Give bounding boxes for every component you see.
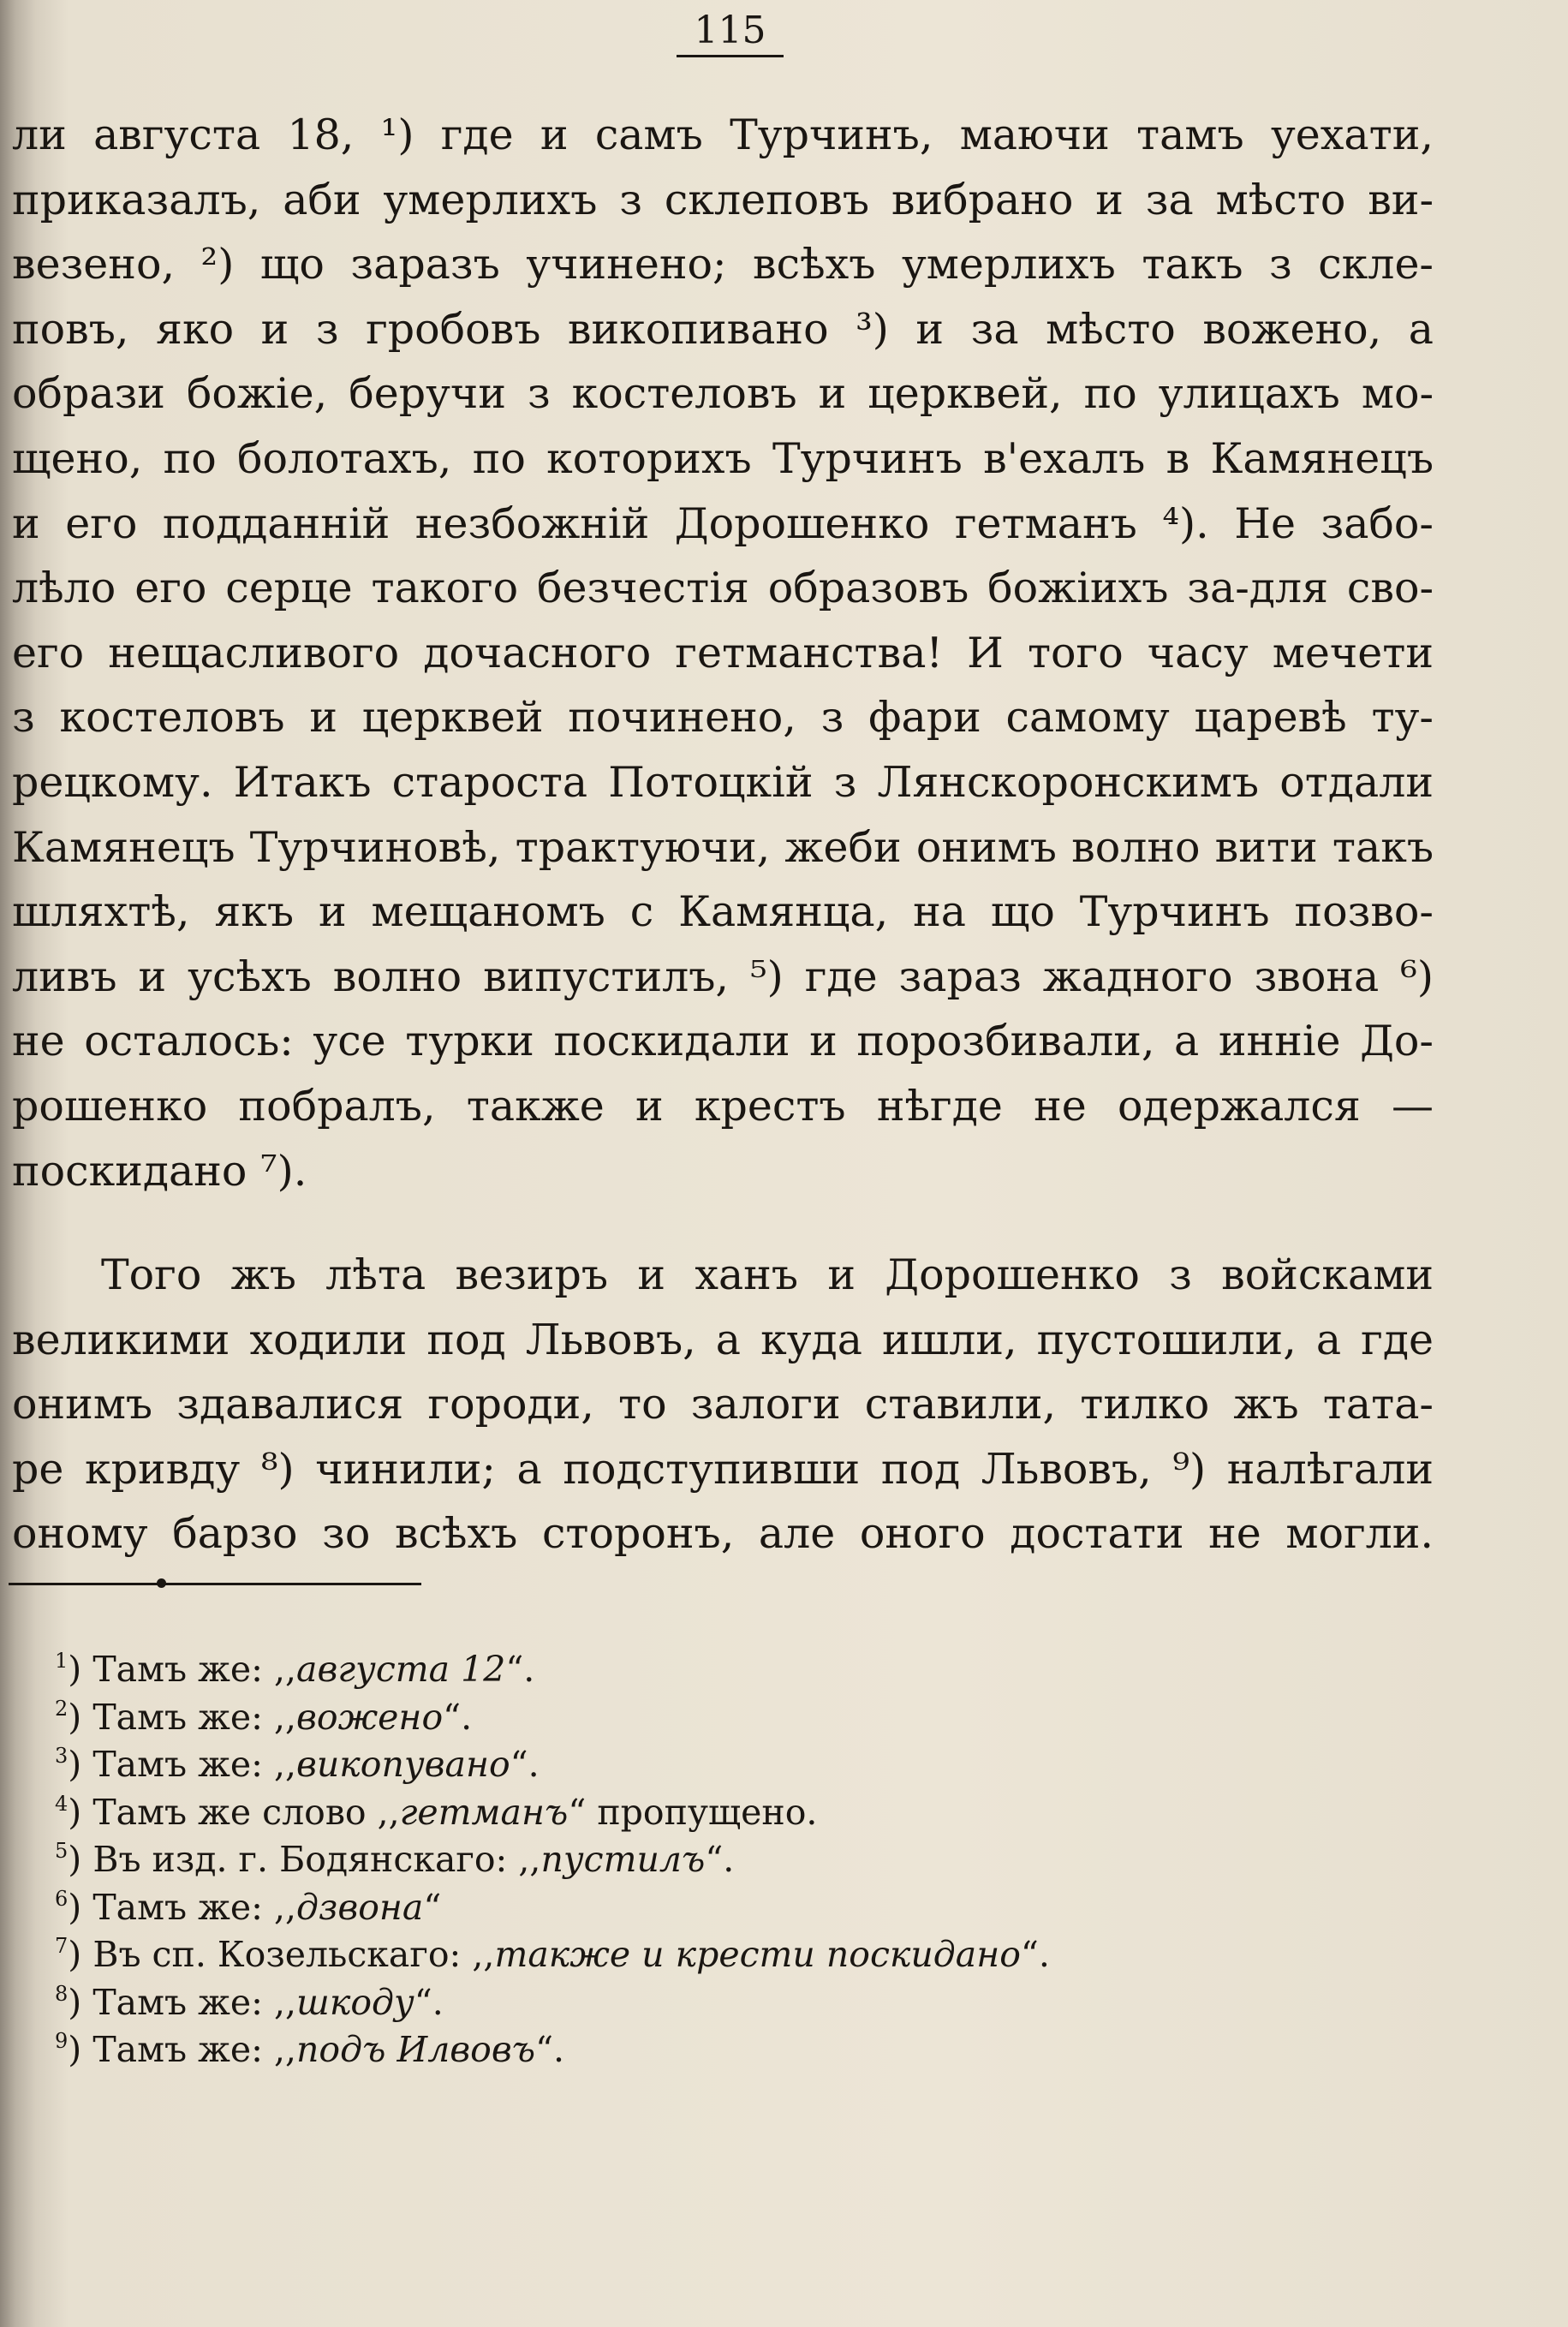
footnote-variant: подъ Илвовъ (296, 2029, 536, 2070)
text-line: онимъ здавалися городи, то залоги ставили, тилко жъ тата- (12, 1380, 1434, 1429)
footnote-suffix: “. (1020, 1934, 1050, 1975)
footnote-variant: августа 12 (296, 1649, 506, 1690)
footnote-number: 4 (55, 1791, 69, 1816)
footnote: $^9$) Тамъ же: ,,подъ Илвовъ“. (55, 2029, 565, 2070)
footnote-prefix: Тамъ же: ,, (92, 1696, 297, 1738)
footnote: $^7$) Въ сп. Козельскаго: ,,также и крести поскидано“. (55, 1934, 1050, 1975)
footnote-prefix: Въ сп. Козельскаго: ,, (92, 1934, 495, 1975)
text-line: Того жъ лѣта везиръ и ханъ и Дорошенко з войсками (101, 1250, 1434, 1300)
separator-dot (157, 1578, 166, 1588)
text-line: его нещасливого дочасного гетманства! И того часу мечети (12, 628, 1434, 677)
text-line: образи божіе, беручи з костеловъ и церквей, по улицахъ мо- (12, 369, 1434, 419)
text-line: везено, ²) що заразъ учинено; всѣхъ умерлихъ такъ з скле- (12, 240, 1434, 289)
footnote-number: 2 (55, 1696, 69, 1721)
footnote-suffix: “ пропущено. (568, 1791, 818, 1833)
text-line: повъ, яко и з гробовъ викопивано ³) и за мѣсто вожено, а (12, 304, 1434, 354)
footnotes (55, 1638, 1254, 2070)
text-line: ре кривду ⁸) чинили; а подступивши под Львовъ, ⁹) налѣгали (12, 1444, 1434, 1494)
footnote-number: 8 (55, 1981, 69, 2006)
footnote: $^3$) Тамъ же: ,,викопувано“. (55, 1744, 540, 1785)
footnote-number: 6 (55, 1886, 69, 1911)
footnote-suffix: “. (510, 1744, 540, 1785)
footnote-separator (9, 1583, 421, 1585)
footnote-suffix: “. (505, 1649, 535, 1690)
footnote-number: 7 (55, 1934, 69, 1958)
text-line: великими ходили под Львовъ, а куда ишли, пустошили, а где (12, 1315, 1434, 1364)
footnote: $^4$) Тамъ же слово ,,гетманъ“ пропущено. (55, 1791, 818, 1833)
text-line: не осталось: усе турки поскидали и порозбивали, а инніе До- (12, 1017, 1434, 1066)
footnote-variant: дзвона (296, 1886, 424, 1928)
footnote-suffix: “. (535, 2029, 565, 2070)
text-line: поскидано ⁷). (12, 1146, 307, 1196)
paragraph-gap (12, 1203, 1434, 1243)
footnote-number: 5 (55, 1839, 69, 1863)
footnote: $^1$) Тамъ же: ,,августа 12“. (55, 1649, 535, 1690)
footnote-variant: гетманъ (399, 1791, 569, 1833)
text-line: лѣло его серце такого безчестія образовъ божіихъ за-для сво- (12, 564, 1434, 613)
text-line: и его подданній незбожній Дорошенко гетманъ ⁴). Не забо- (12, 498, 1434, 548)
footnote-suffix: “. (705, 1839, 735, 1880)
text-line: ливъ и усѣхъ волно випустилъ, ⁵) где зараз жадного звона ⁶) (12, 952, 1434, 1001)
footnote-variant: шкоду (296, 1981, 414, 2023)
footnote-number: 1 (55, 1649, 69, 1673)
text-line: рошенко побралъ, также и крестъ нѣгде не одержался — (12, 1081, 1434, 1131)
footnote-prefix: Тамъ же: ,, (92, 2029, 297, 2070)
footnote-variant: пустилъ (540, 1839, 706, 1880)
text-line: шляхтѣ, якъ и мещаномъ с Камянца, на що Турчинъ позво- (12, 887, 1434, 937)
footnote-number: 3 (55, 1744, 69, 1768)
footnote-prefix: Тамъ же: ,, (92, 1744, 297, 1785)
footnote: $^8$) Тамъ же: ,,шкоду“. (55, 1981, 444, 2023)
text-line: приказалъ, аби умерлихъ з склеповъ вибрано и за мѣсто ви- (12, 175, 1434, 224)
footnote: $^5$) Въ изд. г. Бодянскаго: ,,пустилъ“. (55, 1839, 735, 1880)
footnote-prefix: Тамъ же слово ,, (92, 1791, 400, 1833)
footnote: $^2$) Тамъ же: ,,вожено“. (55, 1696, 473, 1738)
footnote-variant: викопувано (296, 1744, 510, 1785)
footnote-variant: также и крести поскидано (494, 1934, 1021, 1975)
footnote-prefix: Тамъ же: ,, (92, 1981, 297, 2023)
footnote-prefix: Тамъ же: ,, (92, 1649, 297, 1690)
text-line: Камянецъ Турчиновѣ, трактуючи, жеби онимъ волно вити такъ (12, 822, 1434, 872)
text-line: рецкому. Итакъ староста Потоцкій з Лянскоронскимъ отдали (12, 757, 1434, 807)
footnote: $^6$) Тамъ же: ,,дзвона“ (55, 1886, 442, 1928)
footnote-number: 9 (55, 2029, 69, 2053)
footnote-suffix: “. (414, 1981, 444, 2023)
text-line: оному барзо зо всѣхъ сторонъ, але оного достати не могли. (12, 1509, 1434, 1559)
main-text (12, 103, 1434, 1566)
text-line: з костеловъ и церквей починено, з фари самому царевѣ ту- (12, 693, 1434, 743)
page-number: 115 (677, 7, 784, 57)
footnote-suffix: “ (423, 1886, 442, 1928)
text-line: щено, по болотахъ, по которихъ Турчинъ в'ехалъ в Камянецъ (12, 433, 1434, 483)
text-line: ли августа 18, ¹) где и самъ Турчинъ, маючи тамъ уехати, (12, 110, 1434, 159)
footnote-variant: вожено (296, 1696, 444, 1738)
footnote-prefix: Въ изд. г. Бодянскаго: ,, (92, 1839, 541, 1880)
footnote-suffix: “. (443, 1696, 473, 1738)
footnote-prefix: Тамъ же: ,, (92, 1886, 297, 1928)
